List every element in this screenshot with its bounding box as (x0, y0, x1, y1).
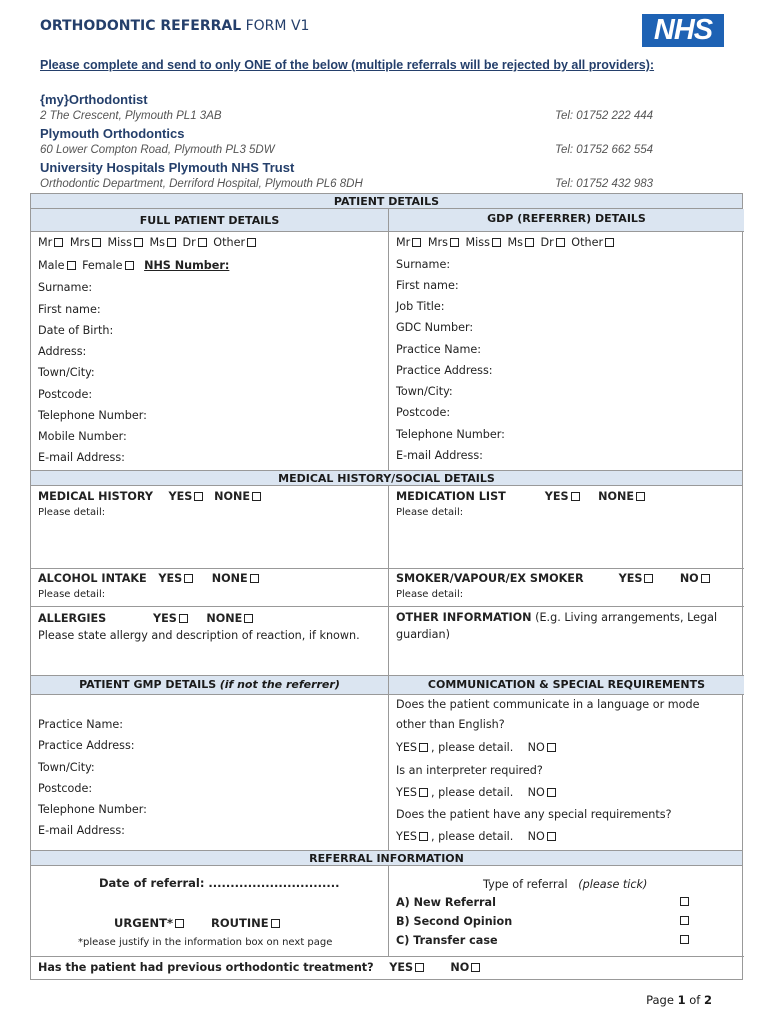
medication-list-row[interactable]: MEDICATION LIST YES NONE (396, 490, 648, 503)
gdp-field[interactable]: Telephone Number: (396, 428, 505, 441)
referral-band: REFERRAL INFORMATION (31, 850, 742, 866)
medical-band: MEDICAL HISTORY/SOCIAL DETAILS (31, 470, 742, 486)
gdp-field[interactable]: Practice Address: (396, 364, 493, 377)
checkbox[interactable] (175, 919, 184, 928)
checkbox[interactable] (125, 261, 134, 270)
provider-address: Orthodontic Department, Derriford Hospital, Plymouth PL6 8DH (40, 178, 363, 190)
checkbox[interactable] (134, 238, 143, 247)
gdp-field[interactable]: Practice Name: (396, 343, 482, 356)
gmp-field[interactable]: E-mail Address: (38, 824, 125, 837)
full-patient-details-header: FULL PATIENT DETAILS (139, 214, 280, 227)
gmp-field[interactable]: Telephone Number: (38, 803, 147, 816)
interpreter-question: Is an interpreter required? (396, 764, 543, 777)
checkbox[interactable] (419, 743, 428, 752)
patient-field[interactable]: Town/City: (38, 366, 95, 379)
checkbox[interactable] (571, 492, 580, 501)
gdp-field[interactable]: E-mail Address: (396, 449, 483, 462)
gmp-header: PATIENT GMP DETAILS (if not the referrer) (79, 678, 340, 691)
checkbox[interactable] (547, 832, 556, 841)
gdp-field[interactable]: Job Title: (396, 300, 445, 313)
patient-field[interactable]: Telephone Number: (38, 409, 147, 422)
column-divider (388, 675, 389, 850)
allergy-note: Please state allergy and description of reaction, if known. (38, 629, 360, 642)
patient-title-options[interactable]: Mr Mrs Miss Ms Dr Other (38, 236, 259, 249)
provider-tel: Tel: 01752 432 983 (555, 178, 654, 190)
patient-field[interactable]: Mobile Number: (38, 430, 127, 443)
form-title: ORTHODONTIC REFERRAL FORM V1 (40, 18, 310, 34)
patient-field[interactable]: Postcode: (38, 388, 93, 401)
checkbox[interactable] (492, 238, 501, 247)
column-divider (388, 486, 389, 676)
checkbox[interactable] (605, 238, 614, 247)
special-requirements-question: Does the patient have any special requirements? (396, 808, 672, 821)
patient-details-band: PATIENT DETAILS (31, 193, 742, 209)
gdp-field[interactable]: GDC Number: (396, 321, 474, 334)
divider (31, 568, 744, 569)
checkbox[interactable] (636, 492, 645, 501)
divider (31, 606, 744, 607)
type-of-referral-label: Type of referral (please tick) (483, 878, 648, 891)
checkbox[interactable] (547, 743, 556, 752)
checkbox[interactable] (419, 832, 428, 841)
page-number: Page 1 of 2 (646, 993, 712, 1007)
provider-tel: Tel: 01752 662 554 (555, 144, 654, 156)
language-answer-row[interactable]: YES , please detail. NO (396, 741, 559, 754)
checkbox[interactable] (250, 574, 259, 583)
please-detail: Please detail: (38, 507, 106, 518)
provider-name: University Hospitals Plymouth NHS Trust (40, 160, 295, 175)
other-information-label-cont: guardian) (396, 628, 450, 641)
allergies-row[interactable]: ALLERGIES YES NONE (38, 612, 256, 625)
column-divider (388, 866, 389, 956)
patient-field[interactable]: First name: (38, 303, 101, 316)
checkbox[interactable] (252, 492, 261, 501)
gmp-field[interactable]: Practice Name: (38, 718, 124, 731)
checkbox[interactable] (184, 574, 193, 583)
checkbox[interactable] (179, 614, 188, 623)
gdp-field[interactable]: Postcode: (396, 406, 451, 419)
gmp-field[interactable]: Postcode: (38, 782, 93, 795)
interpreter-answer-row[interactable]: YES , please detail. NO (396, 786, 559, 799)
referral-type-second-opinion[interactable]: B) Second Opinion (396, 915, 513, 928)
checkbox[interactable] (244, 614, 253, 623)
provider-address: 60 Lower Compton Road, Plymouth PL3 5DW (40, 144, 275, 156)
checkbox[interactable] (194, 492, 203, 501)
checkbox[interactable] (547, 788, 556, 797)
instruction-text: Please complete and send to only ONE of the below (multiple referrals will be rejected by all providers): (40, 58, 655, 72)
alcohol-row[interactable]: ALCOHOL INTAKE YES NONE (38, 572, 262, 585)
checkbox[interactable] (701, 574, 710, 583)
checkbox[interactable] (556, 238, 565, 247)
special-requirements-answer-row[interactable]: YES , please detail. NO (396, 830, 559, 843)
communication-header: COMMUNICATION & SPECIAL REQUIREMENTS (427, 678, 706, 691)
divider (31, 956, 744, 957)
checkbox[interactable] (54, 238, 63, 247)
checkbox[interactable] (525, 238, 534, 247)
checkbox[interactable] (415, 963, 424, 972)
patient-gender-row[interactable]: Male Female NHS Number: (38, 259, 230, 272)
checkbox[interactable] (450, 238, 459, 247)
gmp-field[interactable]: Town/City: (38, 761, 95, 774)
gdp-details-header: GDP (REFERRER) DETAILS (487, 212, 646, 225)
nhs-number-label: NHS Number: (144, 259, 230, 272)
column-divider (388, 209, 389, 471)
referral-type-transfer[interactable]: C) Transfer case (396, 934, 498, 947)
gdp-field[interactable]: Town/City: (396, 385, 453, 398)
gdp-title-options[interactable]: Mr Mrs Miss Ms Dr Other (396, 236, 617, 249)
checkbox[interactable] (67, 261, 76, 270)
provider-address: 2 The Crescent, Plymouth PL1 3AB (40, 110, 222, 122)
patient-field[interactable]: Surname: (38, 281, 93, 294)
provider-name: {my}Orthodontist (40, 92, 148, 107)
medical-history-row[interactable]: MEDICAL HISTORY YES NONE (38, 490, 264, 503)
urgency-row[interactable]: URGENT* ROUTINE (114, 916, 283, 930)
checkbox[interactable] (680, 916, 689, 925)
checkbox[interactable] (419, 788, 428, 797)
communication-question: Does the patient communicate in a language or mode (396, 698, 700, 711)
checkbox[interactable] (644, 574, 653, 583)
date-of-referral[interactable]: Date of referral: .............................. (99, 876, 340, 890)
provider-tel: Tel: 01752 222 444 (555, 110, 654, 122)
gmp-field[interactable]: Practice Address: (38, 739, 135, 752)
checkbox[interactable] (471, 963, 480, 972)
smoker-row[interactable]: SMOKER/VAPOUR/EX SMOKER YES NO (396, 572, 713, 585)
nhs-logo: NHS (642, 14, 724, 47)
checkbox[interactable] (680, 897, 689, 906)
referral-form (30, 193, 743, 980)
checkbox[interactable] (167, 238, 176, 247)
patient-field[interactable]: E-mail Address: (38, 451, 125, 464)
provider-name: Plymouth Orthodontics (40, 126, 185, 141)
checkbox[interactable] (271, 919, 280, 928)
checkbox[interactable] (92, 238, 101, 247)
referral-type-new[interactable]: A) New Referral (396, 896, 496, 909)
checkbox[interactable] (680, 935, 689, 944)
other-information-label: OTHER INFORMATION (E.g. Living arrangements, Legal (396, 611, 718, 624)
please-detail: Please detail: (396, 507, 464, 518)
communication-question-cont: other than English? (396, 718, 505, 731)
please-detail: Please detail: (38, 589, 106, 600)
checkbox[interactable] (412, 238, 421, 247)
checkbox[interactable] (198, 238, 207, 247)
please-detail: Please detail: (396, 589, 464, 600)
justify-note: *please justify in the information box on next page (78, 937, 333, 948)
checkbox[interactable] (247, 238, 256, 247)
patient-field[interactable]: Date of Birth: (38, 324, 114, 337)
previous-treatment-row[interactable]: Has the patient had previous orthodontic treatment? YES NO (38, 961, 483, 974)
gdp-field[interactable]: First name: (396, 279, 459, 292)
patient-field[interactable]: Address: (38, 345, 87, 358)
gdp-field[interactable]: Surname: (396, 258, 451, 271)
